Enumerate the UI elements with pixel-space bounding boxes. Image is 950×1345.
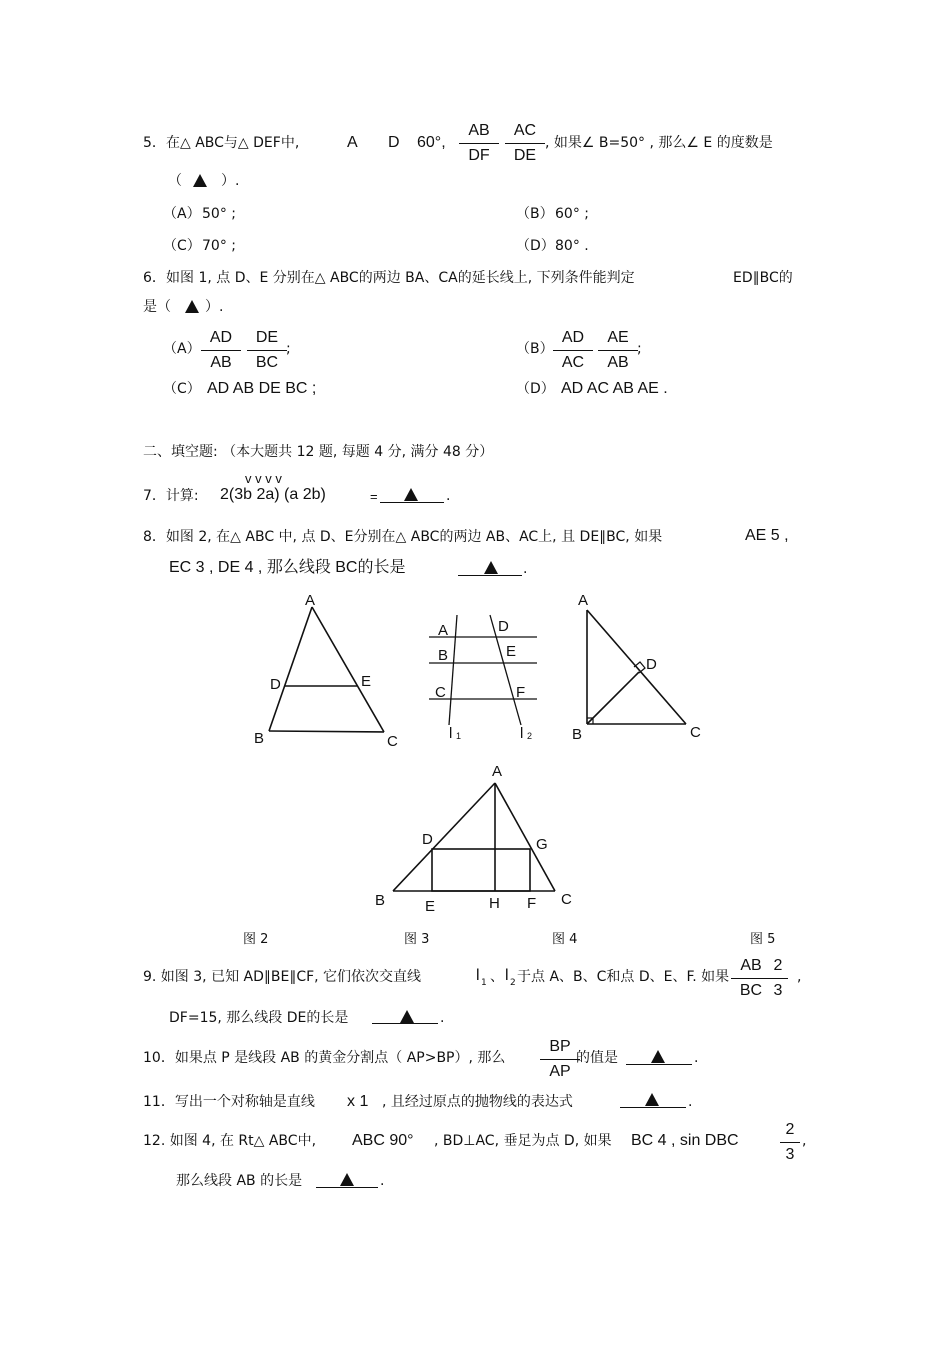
q9-l2: l xyxy=(505,967,509,984)
fig5-label-g: G xyxy=(536,836,548,853)
q7-vector-marks: v v v v xyxy=(245,471,282,486)
fig3-label-b: B xyxy=(438,647,449,664)
q8-line1-expr: AE 5 , xyxy=(745,527,789,544)
q11-answer-blank[interactable] xyxy=(620,1107,686,1108)
q5-option-c-text: 70° ; xyxy=(202,238,236,254)
q12-end: . xyxy=(380,1173,385,1189)
section-heading: 二、填空题: （本大题共 12 题, 每题 4 分, 满分 48 分） xyxy=(143,444,494,460)
q6-stem-tail: ED∥BC的 xyxy=(733,270,793,286)
q8-line1: 8．如图 2, 在△ ABC 中, 点 D、E分别在△ ABC的两边 AB、AC上, 且 DE∥BC, 如果 xyxy=(143,529,663,545)
q6-b-fraction-2: $\frac{AE}{AB}$ xyxy=(598,329,638,372)
q6-number: 6． xyxy=(143,270,166,286)
q12-line: 12. 如图 4, 在 Rt△ ABC中, xyxy=(143,1133,317,1149)
q6-a-end: ; xyxy=(286,341,291,357)
fig2-label-c: C xyxy=(387,733,398,750)
fig3-label-d: D xyxy=(498,618,509,635)
q6-option-d-text: AD AC AB AE . xyxy=(561,380,668,397)
q9-comma: , xyxy=(797,969,802,985)
q11-end: . xyxy=(688,1094,693,1110)
q6-b-fraction-1: $\frac{AD}{AC}$ xyxy=(553,329,593,372)
fig4-label-d: D xyxy=(646,656,657,673)
q7-number: 7．计算: xyxy=(143,488,199,504)
q9-fraction-ab-bc: $\frac{AB}{BC}$ xyxy=(731,957,771,1000)
q7-equals: = xyxy=(370,489,378,504)
q12-expr2: BC 4 , sin DBC xyxy=(631,1132,739,1149)
q5-paren-right: ）. xyxy=(221,173,240,189)
q6-option-c-label: （C） xyxy=(163,381,201,397)
fig4-label-b: B xyxy=(572,726,583,743)
q5-option-b-text: 60° ; xyxy=(555,206,589,222)
q5-option-a-label: （A） xyxy=(163,206,201,222)
q9-line1-tail: 于点 A、B、C和点 D、E、F. 如果 xyxy=(517,969,730,985)
figure-2-triangle xyxy=(269,607,384,732)
fig2-label-b: B xyxy=(254,730,265,747)
q9-line1: 9. 如图 3, 已知 AD∥BE∥CF, 它们依次交直线 xyxy=(143,969,422,985)
q5-option-a-text: 50° ; xyxy=(202,206,236,222)
q11-line: 11．写出一个对称轴是直线 xyxy=(143,1094,315,1110)
fig3-label-l1: l xyxy=(449,725,453,742)
q6-option-c-text: AD AB DE BC ; xyxy=(207,380,317,397)
q6-a-fraction-1: $\frac{AD}{AB}$ xyxy=(201,329,241,372)
figure-caption: 图 2 xyxy=(243,932,269,947)
answer-mark-icon xyxy=(484,561,498,574)
q10-line: 10．如果点 P 是线段 AB 的黄金分割点（ AP>BP）, 那么 xyxy=(143,1050,506,1066)
answer-mark-icon xyxy=(651,1050,665,1063)
fig2-label-e: E xyxy=(361,673,372,690)
q9-l1-sub: 1 xyxy=(481,978,487,988)
figure-5-triangle xyxy=(393,783,555,891)
q5-option-d-label: （D） xyxy=(516,238,555,254)
q9-end: . xyxy=(440,1010,445,1026)
fig5-label-e: E xyxy=(425,898,436,915)
fig3-label-e: E xyxy=(506,643,517,660)
q5-fraction-ab-df: $\frac{AB}{DF}$ xyxy=(459,122,499,165)
q8-line2: EC 3 , DE 4 , 那么线段 BC的长是 xyxy=(169,559,406,576)
fig3-label-l2-sub: 2 xyxy=(527,731,533,741)
figures xyxy=(0,585,950,925)
figure-4-right-triangle xyxy=(587,610,686,724)
answer-mark-icon xyxy=(193,174,207,187)
fig3-label-c: C xyxy=(435,684,446,701)
q12-fraction-2-3: $\frac{2}{3}$ xyxy=(780,1121,800,1164)
fig5-label-b: B xyxy=(375,892,386,909)
q12-answer-blank[interactable] xyxy=(316,1187,378,1188)
q11-tail: , 且经过原点的抛物线的表达式 xyxy=(382,1094,573,1110)
q6-b-end: ; xyxy=(637,341,642,357)
q6-a-fraction-2: $\frac{DE}{BC}$ xyxy=(247,329,287,372)
q10-answer-blank[interactable] xyxy=(626,1064,692,1065)
q7-expression: 2(3b 2a) (a 2b) xyxy=(220,486,326,503)
fig3-label-l2: l xyxy=(520,725,524,742)
fig5-label-c: C xyxy=(561,891,572,908)
q5-stem: 在△ ABC与△ DEF中, xyxy=(166,135,300,151)
figure-caption: 图 3 xyxy=(404,932,430,947)
q5-paren-left: （ xyxy=(168,173,182,189)
q6-option-d-label: （D） xyxy=(516,381,555,397)
fig2-label-d: D xyxy=(270,676,281,693)
figure-caption: 图 5 xyxy=(750,932,776,947)
q8-answer-blank[interactable] xyxy=(458,575,522,576)
q6-stem: 如图 1, 点 D、E 分别在△ ABC的两边 BA、CA的延长线上, 下列条件能判定 xyxy=(166,270,635,286)
q5-option-d-text: 80° . xyxy=(555,238,589,254)
fig3-label-a: A xyxy=(438,622,449,639)
q10-end: . xyxy=(694,1050,699,1066)
q5-fraction-ac-de: $\frac{AC}{DE}$ xyxy=(505,122,545,165)
q6-stem-line2-end: ）. xyxy=(205,299,224,315)
q8-end: . xyxy=(523,561,528,577)
fig5-label-h: H xyxy=(489,895,500,912)
q10-fraction-bp-ap: $\frac{BP}{AP}$ xyxy=(540,1038,580,1081)
fig3-label-l1-sub: 1 xyxy=(456,731,462,741)
q12-expr: ABC 90° xyxy=(352,1132,414,1149)
q10-tail: 的值是 xyxy=(576,1050,618,1066)
q9-fraction-2-3: $\frac{2}{3}$ xyxy=(768,957,788,1000)
q9-line2: DF=15, 那么线段 DE的长是 xyxy=(169,1010,349,1026)
fig5-label-d: D xyxy=(422,831,433,848)
fig4-label-c: C xyxy=(690,724,701,741)
q6-option-a-label: （A） xyxy=(163,341,201,357)
q5-expr-d: D xyxy=(388,134,400,151)
fig5-label-f: F xyxy=(527,895,537,912)
q7-end: . xyxy=(446,488,451,504)
q5-option-c-label: （C） xyxy=(163,238,201,254)
answer-mark-icon xyxy=(404,488,418,501)
fig5-label-a: A xyxy=(492,763,503,780)
q6-option-b-label: （B） xyxy=(516,341,554,357)
fig4-label-a: A xyxy=(578,592,589,609)
q6-stem-line2: 是（ xyxy=(143,299,171,315)
q5-expr-60: 60°, xyxy=(417,134,446,151)
q12-comma: , xyxy=(802,1133,807,1149)
answer-mark-icon xyxy=(645,1093,659,1106)
q9-answer-blank[interactable] xyxy=(372,1023,438,1024)
q7-answer-blank[interactable] xyxy=(380,502,444,503)
answer-mark-icon xyxy=(185,300,199,313)
q5-option-b-label: （B） xyxy=(516,206,554,222)
q9-l2-sub: 2 xyxy=(510,978,516,988)
q11-expr: x 1 xyxy=(347,1093,369,1110)
q5-expr-a: A xyxy=(347,134,358,151)
q5-number: 5． xyxy=(143,135,166,151)
q9-sep: 、 xyxy=(490,969,504,985)
answer-mark-icon xyxy=(340,1173,354,1186)
fig3-label-f: F xyxy=(516,684,526,701)
q12-tail: , BD⊥AC, 垂足为点 D, 如果 xyxy=(434,1133,612,1149)
q9-l1: l xyxy=(476,967,480,984)
figure-caption: 图 4 xyxy=(552,932,578,947)
q5-stem-tail: , 如果∠ B=50° , 那么∠ E 的度数是 xyxy=(545,135,773,151)
fig2-label-a: A xyxy=(305,592,316,609)
answer-mark-icon xyxy=(400,1010,414,1023)
q12-line2: 那么线段 AB 的长是 xyxy=(176,1173,303,1189)
